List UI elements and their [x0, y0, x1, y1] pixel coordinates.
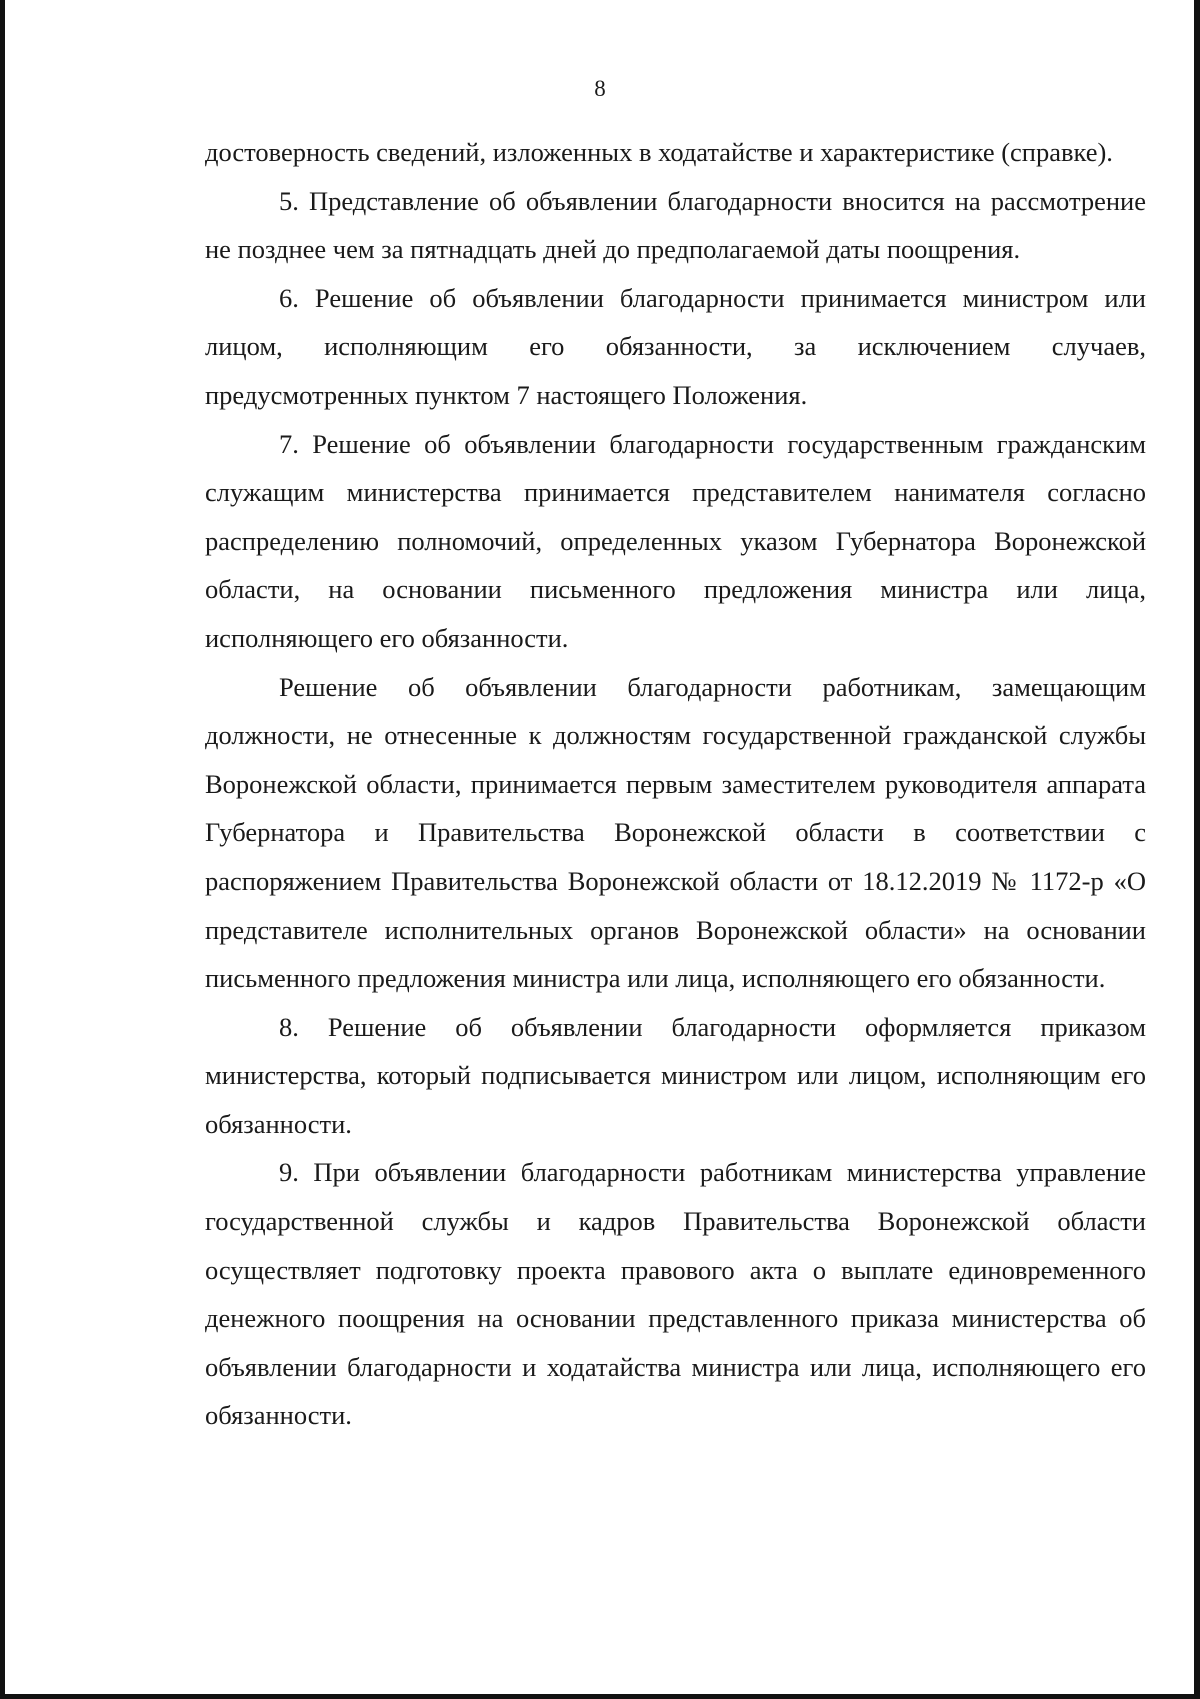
- paragraph-item-8: 8. Решение об объявлении благодарности оформляется приказом министерства, который подписывается министром или лицом, исполняющим его обязанности.: [205, 1011, 1146, 1139]
- paragraph-continuation: достоверность сведений, изложенных в ходатайстве и характеристике (справке).: [205, 137, 1113, 167]
- paragraph-item-5: 5. Представление об объявлении благодарности вносится на рассмотрение не позднее чем за пятнадцать дней до предполагаемой даты поощрения.: [205, 185, 1146, 265]
- scan-border-left: [0, 0, 5, 1699]
- paragraph-item-6: 6. Решение об объявлении благодарности принимается министром или лицом, исполняющим его обязанности, за исключением случаев, предусмотренных пунктом 7 настоящего Положения.: [205, 282, 1146, 410]
- scan-border-right: [1194, 0, 1200, 1699]
- page-number: 8: [594, 76, 606, 101]
- scan-border-bottom: [0, 1694, 1200, 1699]
- document-body: [205, 128, 1146, 1440]
- paragraph-item-7-second: Решение об объявлении благодарности работникам, замещающим должности, не отнесенные к должностям государственной гражданской службы Воронежской области, принимается первым заместителем руководителя аппарата Губернатора и Правительства Воронежской области в соответствии с распоряжением Правительства Воронежской области от 18.12.2019 № 1172-р «О представителе исполнительных органов Воронежской области» на основании письменного предложения министра или лица, исполняющего его обязанности.: [205, 671, 1146, 994]
- paragraph-item-9: 9. При объявлении благодарности работникам министерства управление государственной службы и кадров Правительства Воронежской области осуществляет подготовку проекта правового акта о выплате единовременного денежного поощрения на основании представленного приказа министерства об объявлении благодарности и ходатайства министра или лица, исполняющего его обязанности.: [205, 1157, 1146, 1431]
- paragraph-item-7: 7. Решение об объявлении благодарности государственным гражданским служащим министерства принимается представителем нанимателя согласно распределению полномочий, определенных указом Губернатора Воронежской области, на основании письменного предложения министра или лица, исполняющего его обязанности.: [205, 428, 1146, 653]
